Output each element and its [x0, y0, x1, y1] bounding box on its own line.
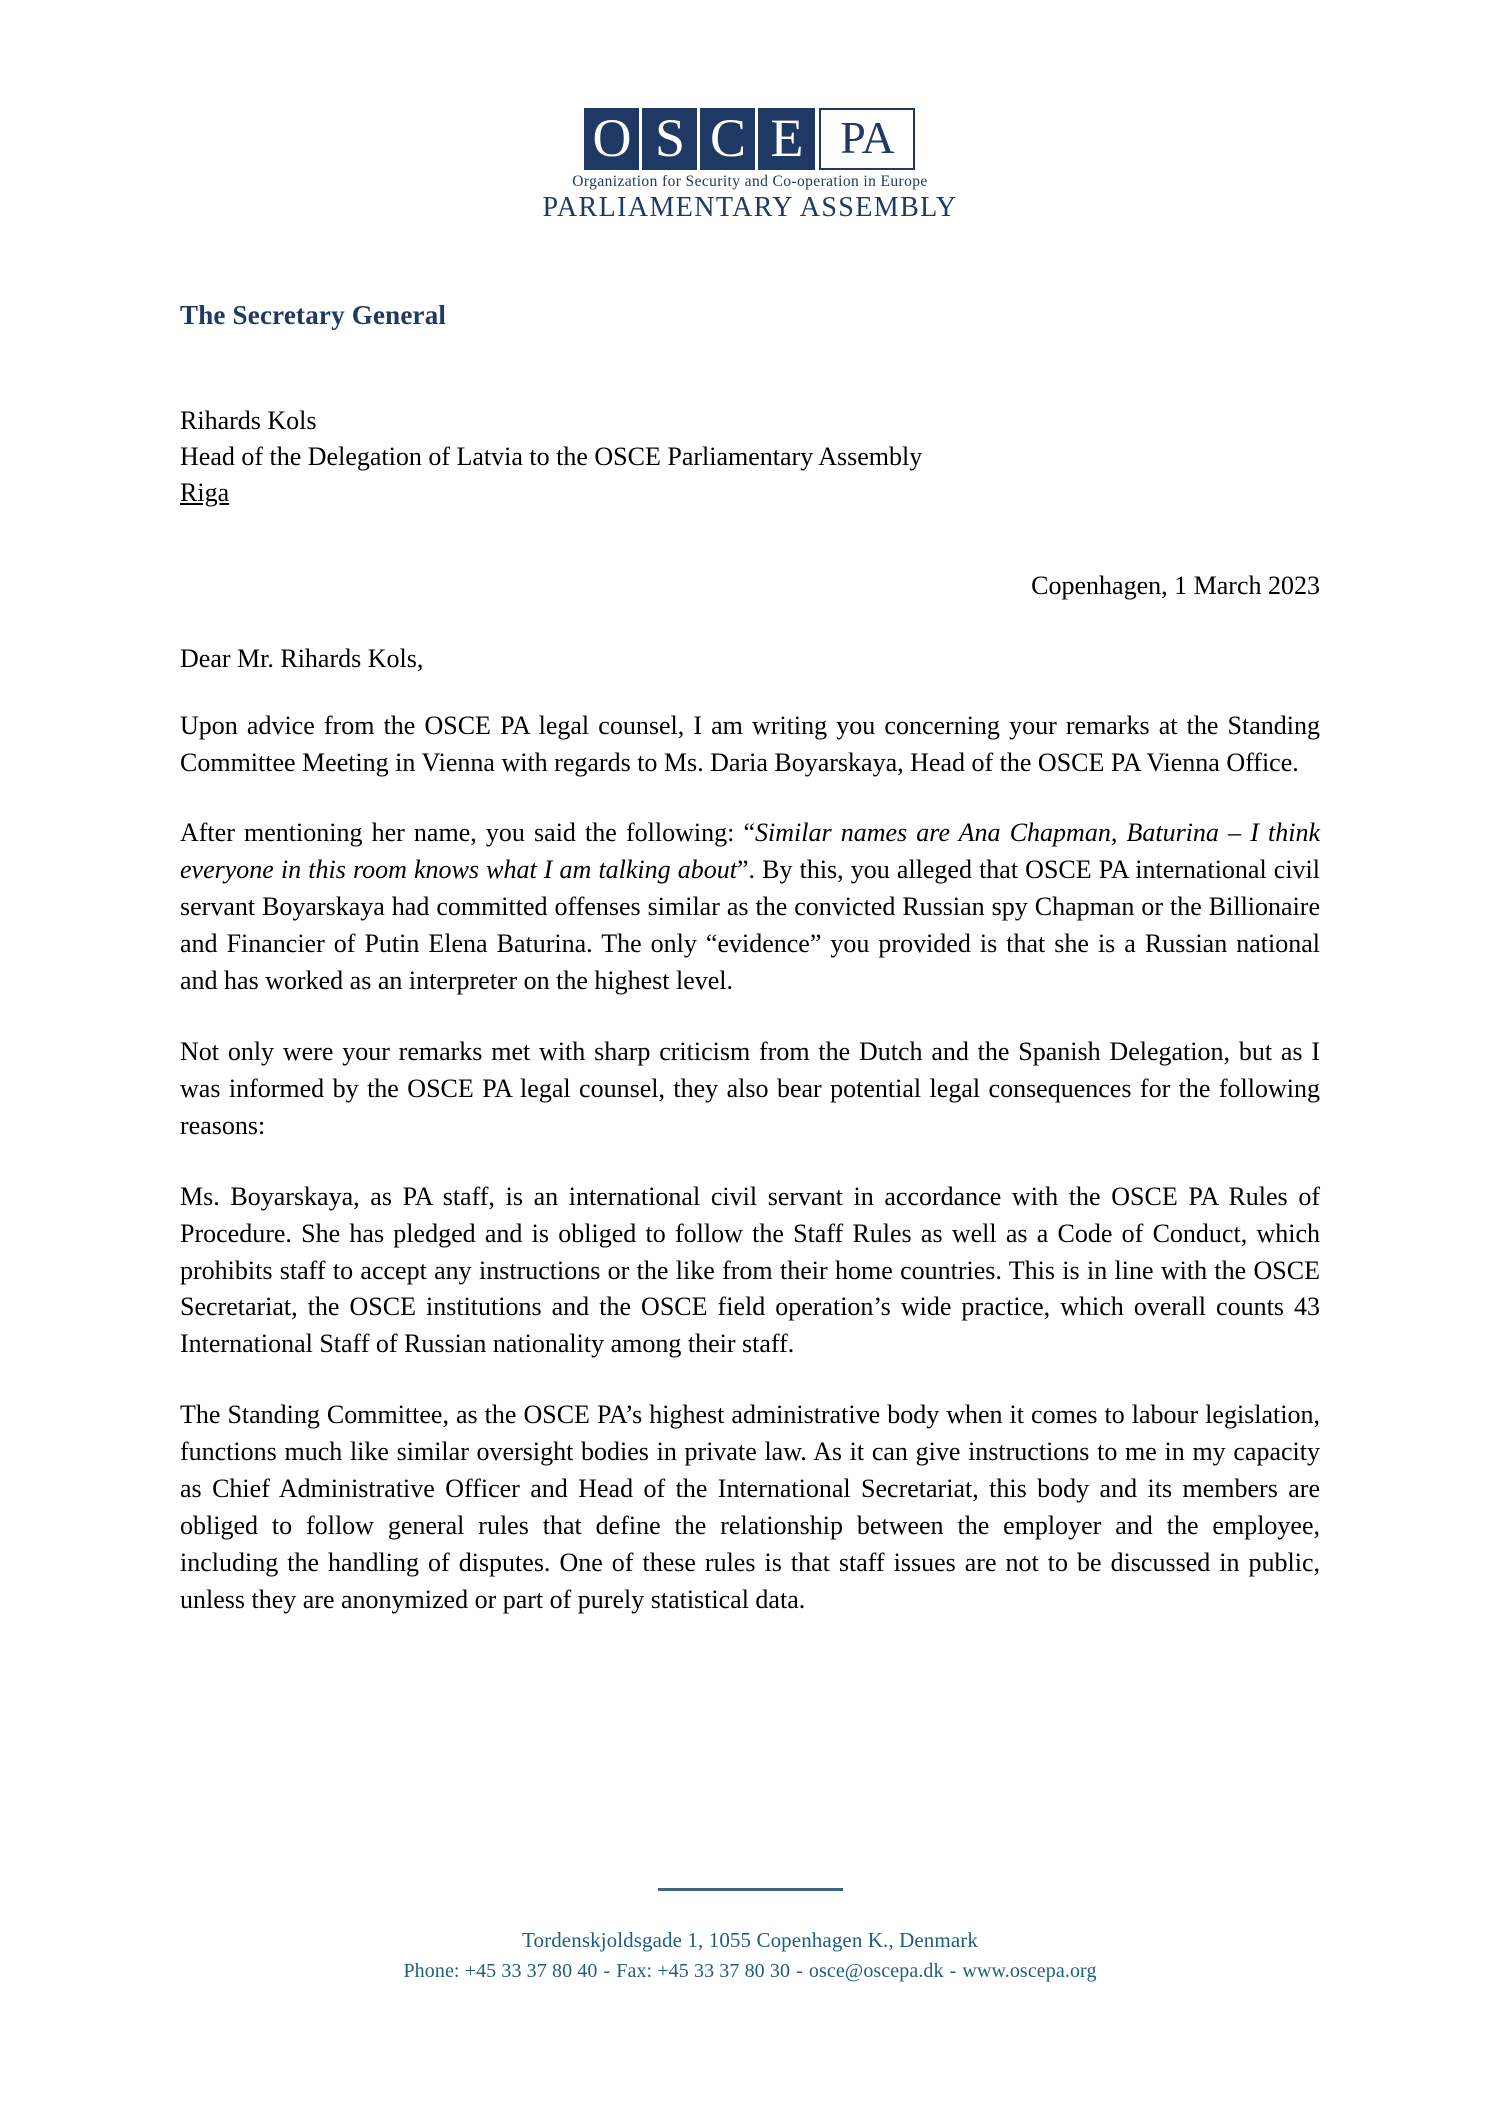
paragraph-2 [180, 815, 1320, 1000]
footer-separator-3: - [949, 1960, 957, 1982]
footer-website[interactable]: www.oscepa.org [962, 1960, 1097, 1982]
footer-contact [0, 1956, 1500, 1986]
logo-tile-pa: PA [819, 108, 915, 170]
logo-tiles-row [584, 108, 915, 170]
logo-tile-c: C [700, 108, 755, 170]
footer-separator-2: - [796, 1960, 803, 1982]
footer-email[interactable]: osce@oscepa.dk [808, 1960, 944, 1982]
footer-separator-1: - [603, 1960, 611, 1982]
paragraph-5: The Standing Committee, as the OSCE PA’s highest administrative body when it comes to labour legislation, functions much like similar oversight bodies in private law. As it can give instructions to me in my capacity as Chief Administrative Officer and Head of the International Secretariat, this body and its members are obliged to follow general rules that define the relationship between the employer and the employee, including the handling of disputes. One of these rules is that staff issues are not to be discussed in public, unless they are anonymized or part of purely statistical data. [180, 1400, 1320, 1614]
salutation: Dear Mr. Rihards Kols, [180, 643, 424, 673]
addressee-city: Riga [180, 477, 230, 507]
footer-fax: Fax: +45 33 37 80 30 [616, 1960, 791, 1982]
letter-body [180, 300, 1320, 1619]
addressee-block [180, 403, 1320, 511]
paragraph-3: Not only were your remarks met with sharp criticism from the Dutch and the Spanish Delegation, but as I was informed by the OSCE PA legal counsel, they also bear potential legal consequences for the following reasons: [180, 1036, 1320, 1140]
logo-tile-s: S [642, 108, 697, 170]
logo-assembly-text: PARLIAMENTARY ASSEMBLY [542, 192, 958, 223]
paragraph-1: Upon advice from the OSCE PA legal counsel, I am writing you concerning your remarks at the Standing Committee Meeting in Vienna with regards to Ms. Daria Boyarskaya, Head of the OSCE PA Vienna Office. [180, 710, 1320, 777]
footer-divider [658, 1888, 843, 1891]
oscepa-logo [543, 108, 958, 224]
logo-tile-e: E [758, 108, 815, 170]
addressee-role: Head of the Delegation of Latvia to the OSCE Parliamentary Assembly [180, 441, 923, 471]
paragraph-2-intro: After mentioning her name, you said the following: “ [180, 818, 755, 848]
logo-tagline: Organization for Security and Co-operation in Europe [572, 173, 928, 190]
logo-tile-o: O [584, 108, 639, 170]
letterhead [0, 108, 1500, 224]
quoted-remark: Similar names are Ana Chapman, Baturina – I think everyone in this room knows what I am talking about [180, 818, 1320, 885]
paragraph-4: Ms. Boyarskaya, as PA staff, is an international civil servant in accordance with the OSCE PA Rules of Procedure. She has pledged and is obliged to follow the Staff Rules as well as a Code of Conduct, which prohibits staff to accept any instructions or the like from their home countries. This is in line with the OSCE Secretariat, the OSCE institutions and the OSCE field operation’s wide practice, which overall counts 43 International Staff of Russian nationality among their staff. [180, 1181, 1320, 1359]
addressee-name: Rihards Kols [180, 406, 317, 435]
page-footer [0, 1888, 1500, 1987]
date-line: Copenhagen, 1 March 2023 [1031, 570, 1320, 600]
footer-phone: Phone: +45 33 37 80 40 [403, 1960, 598, 1982]
footer-address: Tordenskjoldsgade 1, 1055 Copenhagen K., Denmark [522, 1927, 978, 1952]
paragraph-2-rest: ”. By this, you alleged that OSCE PA international civil servant Boyarskaya had committed offenses similar as the convicted Russian spy Chapman or the Billionaire and Financier of Putin Elena Baturina. The only “evidence” you provided is that she is a Russian national and has worked as an interpreter on the highest level. [180, 855, 1321, 996]
page-title: The Secretary General [180, 300, 447, 330]
